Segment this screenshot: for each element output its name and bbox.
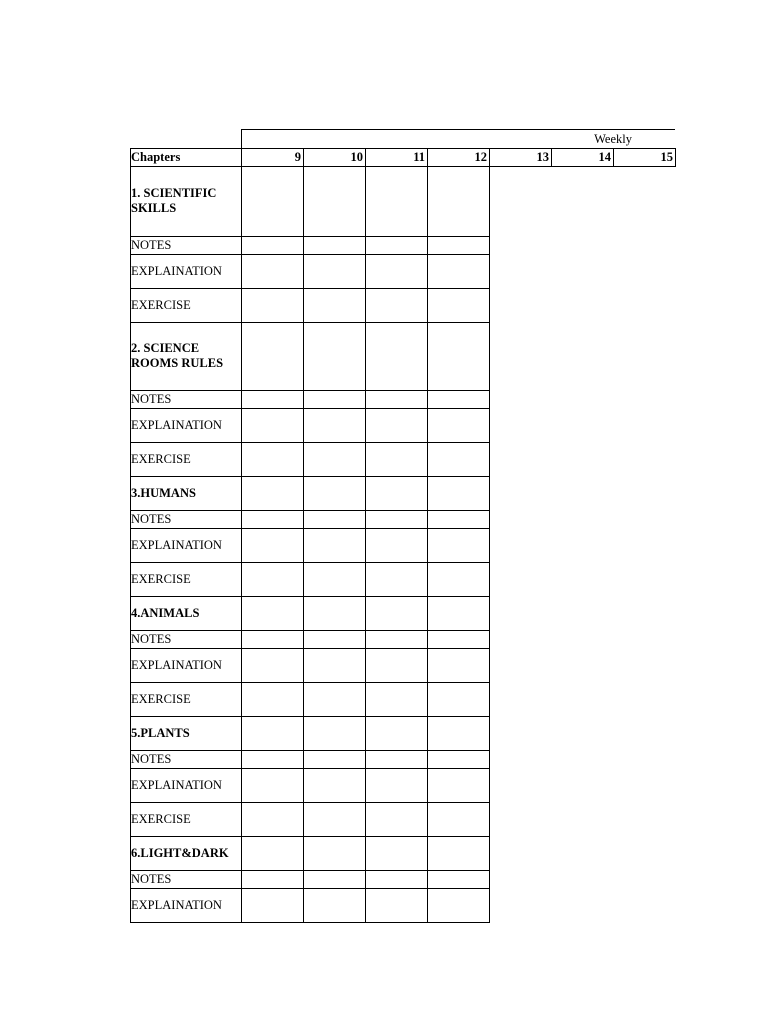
row-label: NOTES — [131, 752, 172, 766]
chapter-title: 5.PLANTS — [131, 726, 190, 740]
row-bottom-border — [130, 528, 489, 529]
body-col-border-4 — [427, 166, 428, 923]
chapter-title: 4.ANIMALS — [131, 606, 200, 620]
row-bottom-border — [130, 836, 489, 837]
row-label: EXPLAINATION — [131, 898, 222, 912]
row-bottom-border — [130, 510, 489, 511]
week-number-13: 13 — [536, 150, 549, 164]
row-label: EXPLAINATION — [131, 264, 222, 278]
row-label: EXPLAINATION — [131, 418, 222, 432]
row-bottom-border — [130, 390, 489, 391]
row-label: EXERCISE — [131, 692, 191, 706]
row-bottom-border — [130, 236, 489, 237]
row-bottom-border — [130, 888, 489, 889]
row-label: EXPLAINATION — [131, 658, 222, 672]
header-col-border-8 — [675, 148, 676, 167]
week-number-9: 9 — [294, 150, 301, 164]
row-bottom-border — [130, 630, 489, 631]
row-bottom-border — [130, 870, 489, 871]
week-number-11: 11 — [413, 150, 425, 164]
row-bottom-border — [130, 322, 489, 323]
chapters-header: Chapters — [131, 150, 181, 164]
week-number-14: 14 — [598, 150, 611, 164]
row-label: EXERCISE — [131, 298, 191, 312]
row-bottom-border — [130, 562, 489, 563]
row-label: EXERCISE — [131, 452, 191, 466]
row-label: NOTES — [131, 872, 172, 886]
row-label: EXERCISE — [131, 572, 191, 586]
week-number-15: 15 — [660, 150, 673, 164]
row-bottom-border — [130, 596, 489, 597]
row-bottom-border — [130, 476, 489, 477]
row-bottom-border — [130, 442, 489, 443]
week-number-10: 10 — [350, 150, 363, 164]
header-row-bottom-border — [130, 166, 675, 167]
row-bottom-border — [130, 750, 489, 751]
week-number-12: 12 — [474, 150, 487, 164]
body-col-border-0 — [130, 166, 131, 923]
row-bottom-border — [130, 922, 489, 923]
row-bottom-border — [130, 716, 489, 717]
row-bottom-border — [130, 288, 489, 289]
header-top-border — [241, 129, 675, 130]
chapter-title: 2. SCIENCE ROOMS RULES — [131, 341, 224, 370]
body-col-border-1 — [241, 166, 242, 923]
row-label: NOTES — [131, 392, 172, 406]
row-bottom-border — [130, 254, 489, 255]
chapter-title: 1. SCIENTIFIC SKILLS — [131, 186, 217, 215]
header-row-top-border — [130, 148, 675, 149]
row-bottom-border — [130, 648, 489, 649]
row-label: EXPLAINATION — [131, 538, 222, 552]
body-col-border-5 — [489, 166, 490, 923]
row-bottom-border — [130, 768, 489, 769]
chapter-title: 3.HUMANS — [131, 486, 196, 500]
row-label: NOTES — [131, 632, 172, 646]
row-bottom-border — [130, 408, 489, 409]
row-label: EXERCISE — [131, 812, 191, 826]
row-bottom-border — [130, 802, 489, 803]
body-col-border-2 — [303, 166, 304, 923]
row-label: NOTES — [131, 512, 172, 526]
body-col-border-3 — [365, 166, 366, 923]
row-label: NOTES — [131, 238, 172, 252]
weekly-label: Weekly — [594, 132, 632, 146]
chapter-title: 6.LIGHT&DARK — [131, 846, 229, 860]
row-label: EXPLAINATION — [131, 778, 222, 792]
row-bottom-border — [130, 682, 489, 683]
weekly-left-border — [241, 129, 242, 148]
